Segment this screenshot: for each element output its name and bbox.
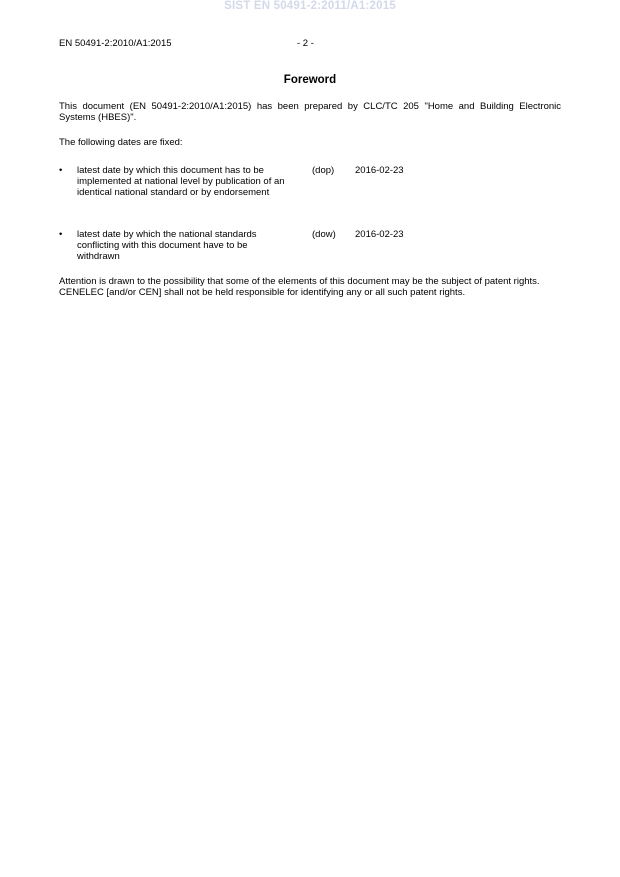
section-title: Foreword — [283, 74, 337, 86]
date-item-description: latest date by which this document has to be implemented at national level by publication of an identical national standard or by endorsement — [77, 165, 285, 198]
patent-notice: Attention is drawn to the possibility that some of the elements of this document may be the subject of patent rights. CENELEC [and/or CEN] shall not be held responsible for identifying any or all such patent rights. — [59, 276, 540, 298]
intro-paragraph: This document (EN 50491-2:2010/A1:2015) has been prepared by CLC/TC 205 "Home and Building Electronic Systems (HBES)". — [59, 101, 561, 123]
date-item-code: (dop) — [312, 165, 335, 176]
date-item-description: latest date by which the national standards conflicting with this document have to be withdrawn — [77, 229, 257, 262]
dates-intro: The following dates are fixed: — [59, 137, 183, 148]
bullet-icon: • — [59, 229, 63, 240]
watermark-text: SIST EN 50491-2:2011/A1:2015 — [224, 0, 396, 12]
date-item-date: 2016-02-23 — [355, 229, 404, 240]
page-number: - 2 - — [297, 38, 314, 49]
document-id-header: EN 50491-2:2010/A1:2015 — [59, 38, 172, 49]
date-item-date: 2016-02-23 — [355, 165, 404, 176]
date-item-code: (dow) — [312, 229, 336, 240]
bullet-icon: • — [59, 165, 63, 176]
